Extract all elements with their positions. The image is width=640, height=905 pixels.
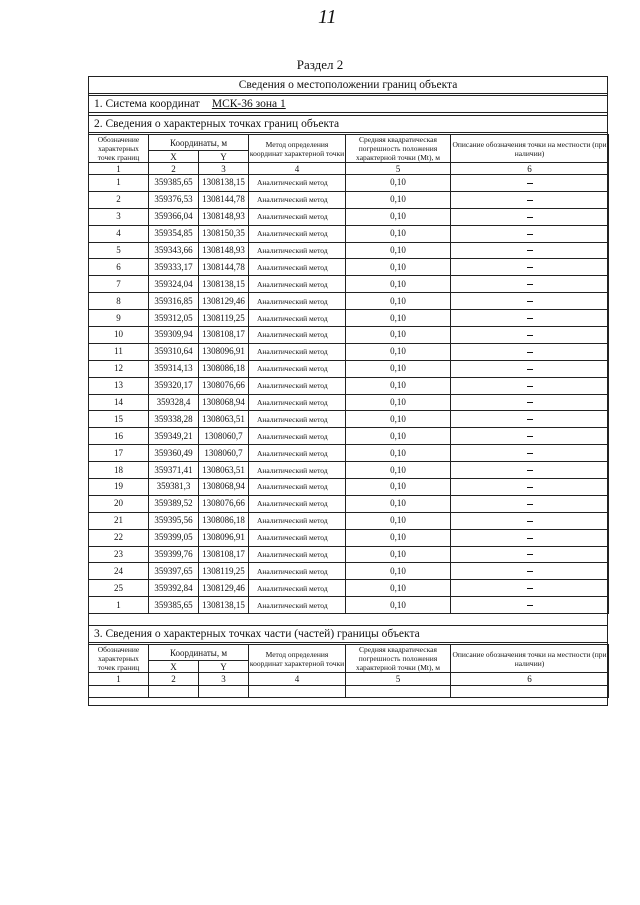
description-cell [451,242,609,259]
accuracy-cell: 0,10 [346,327,451,344]
table-row [89,191,609,208]
y-coordinate-cell: 1308129,46 [199,293,249,310]
method-cell: Аналитический метод [249,428,346,445]
accuracy-cell: 0,10 [346,495,451,512]
method-cell: Аналитический метод [249,225,346,242]
table-row [89,175,609,192]
y-coordinate-cell: 1308063,51 [199,462,249,479]
description-cell [451,462,609,479]
point-number-cell: 13 [89,377,149,394]
accuracy-cell: 0,10 [346,225,451,242]
column-number: 5 [346,163,451,175]
description-cell [451,529,609,546]
column-number: 2 [149,163,199,175]
description-cell [451,208,609,225]
accuracy-cell: 0,10 [346,293,451,310]
dash-mark [527,571,533,572]
method-cell: Аналитический метод [249,310,346,327]
header-description: Описание обозначения точки на местности (при наличии) [451,135,609,163]
dash-mark [527,183,533,184]
dash-mark [527,453,533,454]
table-row [89,208,609,225]
table-row [89,495,609,512]
x-coordinate-cell: 359309,94 [149,327,199,344]
method-cell: Аналитический метод [249,242,346,259]
point-number-cell: 22 [89,529,149,546]
accuracy-cell: 0,10 [346,597,451,614]
description-cell [451,360,609,377]
empty-cell [149,686,199,698]
y-coordinate-cell: 1308068,94 [199,479,249,496]
point-number-cell: 2 [89,191,149,208]
y-coordinate-cell: 1308096,91 [199,529,249,546]
method-cell: Аналитический метод [249,529,346,546]
accuracy-cell: 0,10 [346,580,451,597]
description-cell [451,580,609,597]
method-cell: Аналитический метод [249,327,346,344]
method-cell: Аналитический метод [249,495,346,512]
accuracy-cell: 0,10 [346,546,451,563]
point-number-cell: 5 [89,242,149,259]
method-cell: Аналитический метод [249,208,346,225]
y-coordinate-cell: 1308138,15 [199,276,249,293]
x-coordinate-cell: 359392,84 [149,580,199,597]
part-header-method: Метод определения координат характерной точки [249,645,346,673]
y-coordinate-cell: 1308138,15 [199,175,249,192]
header-bar: Сведения о местоположении границ объекта [88,76,608,94]
header-accuracy: Средняя квадратическая погрешность положения характерной точки (Mt), м [346,135,451,163]
table-row [89,225,609,242]
method-cell: Аналитический метод [249,411,346,428]
description-cell [451,175,609,192]
point-number-cell: 14 [89,394,149,411]
x-coordinate-cell: 359371,41 [149,462,199,479]
table-row [89,310,609,327]
section-title: Раздел 2 [296,57,344,72]
method-cell: Аналитический метод [249,343,346,360]
table-row [89,546,609,563]
y-coordinate-cell: 1308063,51 [199,411,249,428]
method-cell: Аналитический метод [249,597,346,614]
table-row [89,327,609,344]
description-cell [451,394,609,411]
coord-system-value: МСК-36 зона 1 [211,98,286,110]
dash-mark [527,250,533,251]
x-coordinate-cell: 359354,85 [149,225,199,242]
header-x: X [149,151,199,163]
accuracy-cell: 0,10 [346,276,451,293]
method-cell: Аналитический метод [249,259,346,276]
part-column-number: 2 [149,673,199,686]
page-number: 11 [318,6,337,28]
description-cell [451,479,609,496]
part-column-number: 1 [89,673,149,686]
point-number-cell: 20 [89,495,149,512]
y-coordinate-cell: 1308086,18 [199,360,249,377]
table-row [89,428,609,445]
x-coordinate-cell: 359310,64 [149,343,199,360]
method-cell: Аналитический метод [249,563,346,580]
dash-mark [527,301,533,302]
method-cell: Аналитический метод [249,293,346,310]
accuracy-cell: 0,10 [346,377,451,394]
y-coordinate-cell: 1308144,78 [199,259,249,276]
table-row [89,529,609,546]
part-header-description: Описание обозначения точки на местности (при наличии) [451,645,609,673]
subsection-3-title: 3. Сведения о характерных точках части (частей) границы объекта [88,625,608,643]
empty-cell [346,686,451,698]
point-number-cell: 12 [89,360,149,377]
x-coordinate-cell: 359320,17 [149,377,199,394]
y-coordinate-cell: 1308086,18 [199,512,249,529]
accuracy-cell: 0,10 [346,259,451,276]
x-coordinate-cell: 359333,17 [149,259,199,276]
dash-mark [527,419,533,420]
point-number-cell: 23 [89,546,149,563]
dash-mark [527,234,533,235]
x-coordinate-cell: 359312,05 [149,310,199,327]
point-number-cell: 19 [89,479,149,496]
table-row [89,360,609,377]
description-cell [451,343,609,360]
coord-system-label: 1. Система координат [94,98,200,110]
y-coordinate-cell: 1308060,7 [199,445,249,462]
dash-mark [527,487,533,488]
part-header-y: Y [199,661,249,673]
description-cell [451,276,609,293]
table-row [89,580,609,597]
point-number-cell: 25 [89,580,149,597]
point-number-cell: 17 [89,445,149,462]
point-number-cell: 7 [89,276,149,293]
part-header-coordinates: Координаты, м [149,645,249,661]
point-number-cell: 4 [89,225,149,242]
accuracy-cell: 0,10 [346,411,451,428]
method-cell: Аналитический метод [249,580,346,597]
part-points-table [88,644,609,698]
y-coordinate-cell: 1308129,46 [199,580,249,597]
accuracy-cell: 0,10 [346,479,451,496]
dash-mark [527,402,533,403]
description-cell [451,259,609,276]
method-cell: Аналитический метод [249,479,346,496]
description-cell [451,310,609,327]
accuracy-cell: 0,10 [346,563,451,580]
method-cell: Аналитический метод [249,360,346,377]
table-row [89,259,609,276]
x-coordinate-cell: 359328,4 [149,394,199,411]
y-coordinate-cell: 1308108,17 [199,327,249,344]
x-coordinate-cell: 359314,13 [149,360,199,377]
accuracy-cell: 0,10 [346,445,451,462]
description-cell [451,191,609,208]
empty-cell [451,686,609,698]
accuracy-cell: 0,10 [346,242,451,259]
description-cell [451,445,609,462]
point-number-cell: 1 [89,597,149,614]
description-cell [451,411,609,428]
part-header-point-designation: Обозначение характерных точек границ [89,645,149,673]
subsection-2-title: 2. Сведения о характерных точках границ объекта [88,115,608,133]
y-coordinate-cell: 1308119,25 [199,563,249,580]
table-row [89,377,609,394]
x-coordinate-cell: 359381,3 [149,479,199,496]
column-number: 3 [199,163,249,175]
description-cell [451,377,609,394]
point-number-cell: 16 [89,428,149,445]
empty-cell [89,686,149,698]
point-number-cell: 6 [89,259,149,276]
accuracy-cell: 0,10 [346,428,451,445]
accuracy-cell: 0,10 [346,394,451,411]
y-coordinate-cell: 1308068,94 [199,394,249,411]
y-coordinate-cell: 1308148,93 [199,242,249,259]
y-coordinate-cell: 1308076,66 [199,495,249,512]
table-row [89,394,609,411]
table-row [89,242,609,259]
part-column-number: 3 [199,673,249,686]
table-row [89,343,609,360]
header-point-designation: Обозначение характерных точек границ [89,135,149,163]
table-row [89,512,609,529]
dash-mark [527,386,533,387]
point-number-cell: 18 [89,462,149,479]
x-coordinate-cell: 359349,21 [149,428,199,445]
x-coordinate-cell: 359338,28 [149,411,199,428]
description-cell [451,428,609,445]
header-method: Метод определения координат характерной точки [249,135,346,163]
method-cell: Аналитический метод [249,276,346,293]
x-coordinate-cell: 359376,53 [149,191,199,208]
description-cell [451,225,609,242]
point-number-cell: 3 [89,208,149,225]
accuracy-cell: 0,10 [346,175,451,192]
accuracy-cell: 0,10 [346,360,451,377]
dash-mark [527,200,533,201]
column-number: 6 [451,163,609,175]
dash-mark [527,369,533,370]
x-coordinate-cell: 359343,66 [149,242,199,259]
method-cell: Аналитический метод [249,175,346,192]
dash-mark [527,217,533,218]
dash-mark [527,504,533,505]
y-coordinate-cell: 1308144,78 [199,191,249,208]
y-coordinate-cell: 1308138,15 [199,597,249,614]
part-header-accuracy: Средняя квадратическая погрешность положения характерной точки (Mt), м [346,645,451,673]
y-coordinate-cell: 1308076,66 [199,377,249,394]
dash-mark [527,352,533,353]
y-coordinate-cell: 1308119,25 [199,310,249,327]
column-number: 1 [89,163,149,175]
table-row [89,445,609,462]
description-cell [451,546,609,563]
part-header-x: X [149,661,199,673]
accuracy-cell: 0,10 [346,310,451,327]
table-row [89,411,609,428]
accuracy-cell: 0,10 [346,343,451,360]
y-coordinate-cell: 1308060,7 [199,428,249,445]
method-cell: Аналитический метод [249,377,346,394]
points-table [88,134,609,614]
dash-mark [527,554,533,555]
table-row [89,276,609,293]
method-cell: Аналитический метод [249,394,346,411]
accuracy-cell: 0,10 [346,512,451,529]
accuracy-cell: 0,10 [346,462,451,479]
method-cell: Аналитический метод [249,445,346,462]
empty-cell [199,686,249,698]
description-cell [451,495,609,512]
dash-mark [527,436,533,437]
x-coordinate-cell: 359316,85 [149,293,199,310]
dash-mark [527,470,533,471]
description-cell [451,512,609,529]
method-cell: Аналитический метод [249,191,346,208]
x-coordinate-cell: 359399,76 [149,546,199,563]
y-coordinate-cell: 1308148,93 [199,208,249,225]
accuracy-cell: 0,10 [346,208,451,225]
accuracy-cell: 0,10 [346,191,451,208]
point-number-cell: 1 [89,175,149,192]
table-row [89,462,609,479]
column-number: 4 [249,163,346,175]
description-cell [451,563,609,580]
dash-mark [527,588,533,589]
x-coordinate-cell: 359366,04 [149,208,199,225]
header-coordinates: Координаты, м [149,135,249,151]
dash-mark [527,521,533,522]
x-coordinate-cell: 359385,65 [149,175,199,192]
point-number-cell: 11 [89,343,149,360]
dash-mark [527,267,533,268]
table-row [89,597,609,614]
part-column-number: 6 [451,673,609,686]
table-row [89,479,609,496]
point-number-cell: 24 [89,563,149,580]
point-number-cell: 15 [89,411,149,428]
point-number-cell: 10 [89,327,149,344]
description-cell [451,293,609,310]
empty-cell [249,686,346,698]
method-cell: Аналитический метод [249,512,346,529]
x-coordinate-cell: 359360,49 [149,445,199,462]
part-column-number: 5 [346,673,451,686]
table-row [89,563,609,580]
x-coordinate-cell: 359399,05 [149,529,199,546]
point-number-cell: 8 [89,293,149,310]
x-coordinate-cell: 359385,65 [149,597,199,614]
method-cell: Аналитический метод [249,546,346,563]
y-coordinate-cell: 1308096,91 [199,343,249,360]
x-coordinate-cell: 359395,56 [149,512,199,529]
dash-mark [527,284,533,285]
x-coordinate-cell: 359397,65 [149,563,199,580]
dash-mark [527,538,533,539]
point-number-cell: 9 [89,310,149,327]
point-number-cell: 21 [89,512,149,529]
x-coordinate-cell: 359324,04 [149,276,199,293]
part-column-number: 4 [249,673,346,686]
dash-mark [527,318,533,319]
accuracy-cell: 0,10 [346,529,451,546]
description-cell [451,327,609,344]
y-coordinate-cell: 1308150,35 [199,225,249,242]
method-cell: Аналитический метод [249,462,346,479]
dash-mark [527,605,533,606]
description-cell [451,597,609,614]
header-y: Y [199,151,249,163]
y-coordinate-cell: 1308108,17 [199,546,249,563]
x-coordinate-cell: 359389,52 [149,495,199,512]
dash-mark [527,335,533,336]
coord-system-row [88,95,608,113]
table-row [89,293,609,310]
